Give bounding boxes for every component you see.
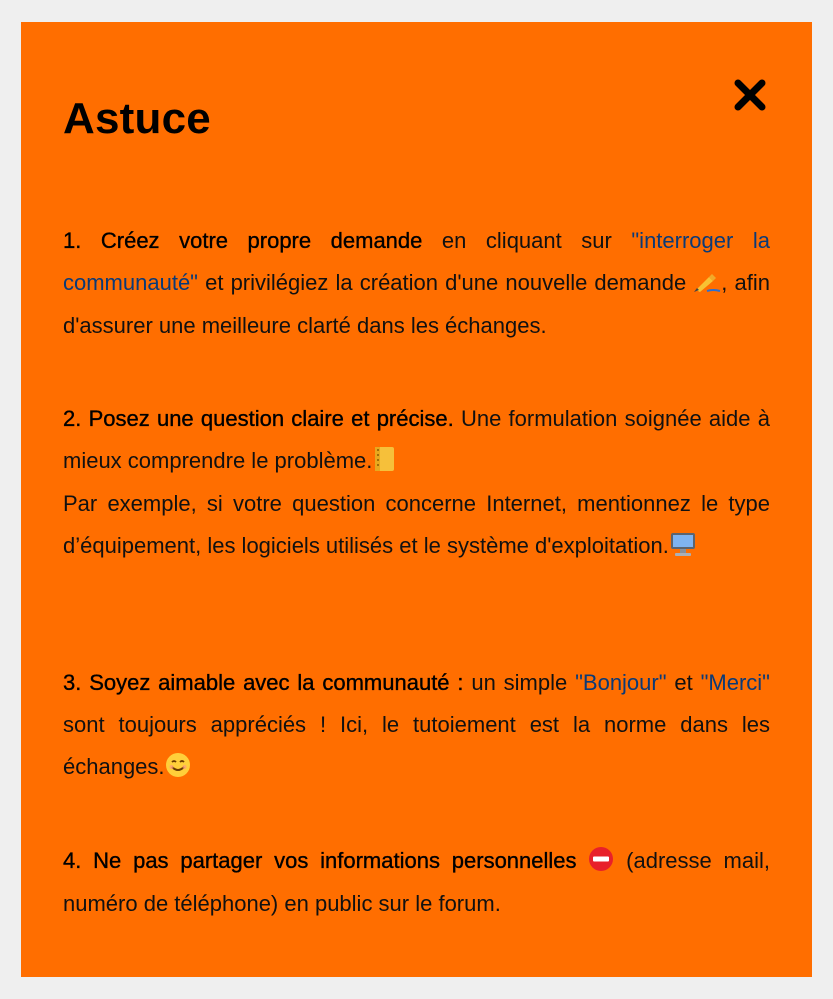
tip-2 bbox=[63, 398, 770, 568]
tip-3-heading: 3. Soyez aimable avec la communauté : bbox=[63, 670, 464, 695]
tip-3 bbox=[63, 662, 770, 789]
tip-3-text-b: et bbox=[666, 670, 701, 695]
tip-1-text-b: et privilégiez la création d'une nouvelle demande bbox=[198, 270, 694, 295]
tip-2-text-a: Une formulation soignée aide à mieux comprendre le problème. bbox=[63, 406, 770, 473]
tip-2-text-b: Par exemple, si votre question concerne Internet, mentionnez le type d’équipement, les logiciels utilisés et le système d'exploitation. bbox=[63, 491, 770, 558]
modal-title: Astuce bbox=[63, 94, 211, 143]
tip-3-text-c: sont toujours appréciés ! Ici, le tutoiement est la norme dans les échanges. bbox=[63, 712, 770, 779]
no-entry-icon bbox=[588, 841, 614, 883]
tip-1 bbox=[63, 220, 770, 347]
bonjour-link[interactable]: "Bonjour" bbox=[575, 670, 667, 695]
tip-1-text-c: , afin d'assurer une meilleure clarté dans les échanges. bbox=[63, 270, 770, 338]
tip-modal bbox=[21, 22, 812, 977]
tip-1-heading: 1. Créez votre propre demande bbox=[63, 228, 423, 253]
notebook-icon bbox=[372, 441, 396, 483]
tip-4 bbox=[63, 840, 770, 925]
close-icon bbox=[733, 78, 767, 112]
merci-link[interactable]: "Merci" bbox=[700, 670, 770, 695]
tip-1-text-a: en cliquant sur bbox=[422, 228, 632, 253]
tip-2-heading: 2. Posez une question claire et précise. bbox=[63, 406, 454, 431]
writing-hand-icon bbox=[693, 263, 721, 305]
tip-4-text-a: (adresse mail, numéro de téléphone) en public sur le forum. bbox=[63, 848, 770, 916]
close-button[interactable] bbox=[733, 78, 767, 112]
tip-4-heading: 4. Ne pas partager vos informations personnelles bbox=[63, 848, 577, 873]
ask-community-link[interactable]: "interroger la communauté" bbox=[63, 228, 770, 295]
tip-3-text-a: un simple bbox=[463, 670, 576, 695]
desktop-computer-icon bbox=[669, 526, 697, 568]
smiling-face-icon bbox=[165, 747, 191, 789]
